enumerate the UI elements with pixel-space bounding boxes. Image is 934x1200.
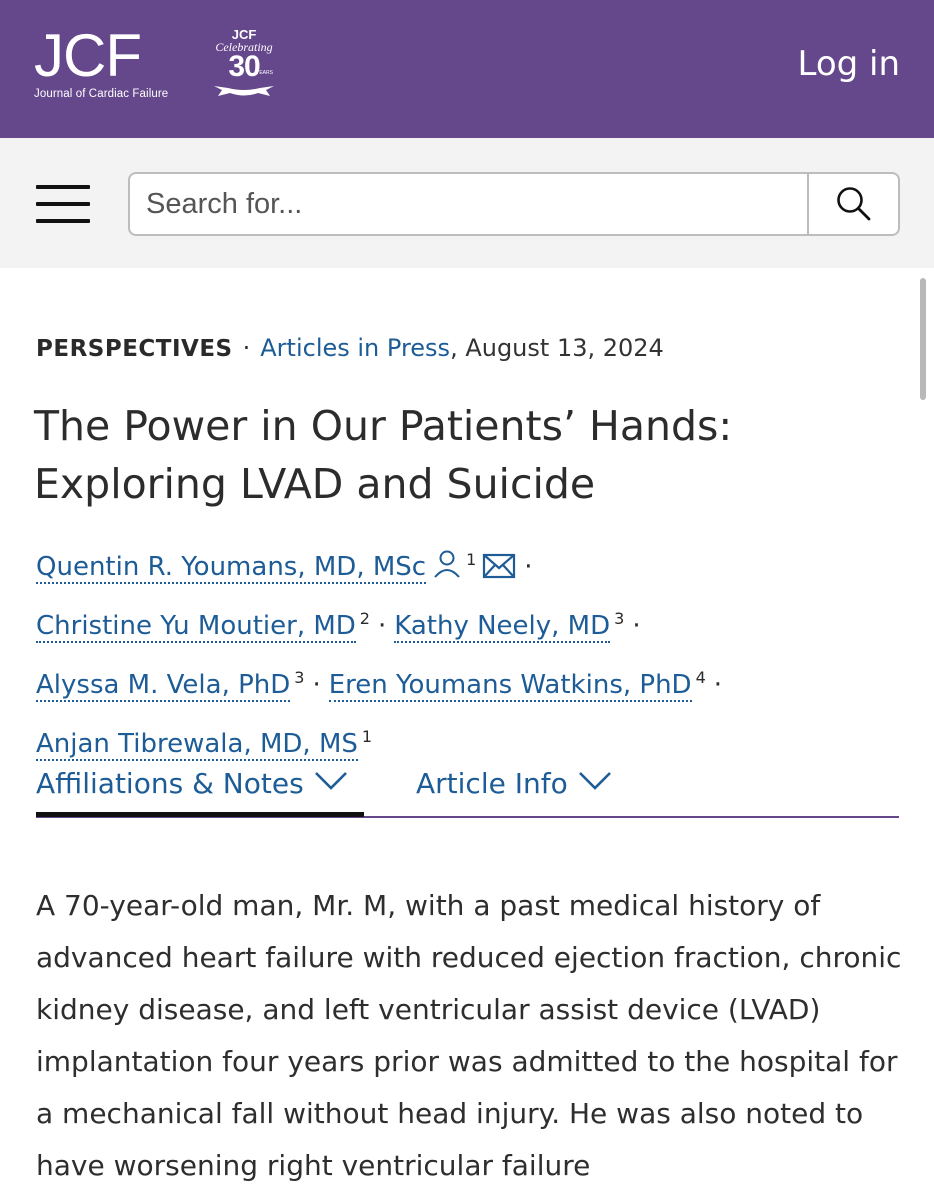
author-separator: · xyxy=(377,611,387,641)
article-title: The Power in Our Patients’ Hands: Exploring LVAD and Suicide xyxy=(34,402,733,508)
author-separator: · xyxy=(524,552,533,582)
article-meta xyxy=(36,331,664,366)
author-link[interactable]: Kathy Neely, MD xyxy=(394,611,611,641)
tab-label: Article Info xyxy=(416,767,568,800)
author-item xyxy=(36,670,304,700)
affiliation-sup: 3 xyxy=(294,668,305,687)
login-link[interactable]: Log in xyxy=(797,44,900,84)
affiliation-sup: 2 xyxy=(359,609,370,628)
search-bar-row xyxy=(0,138,934,268)
envelope-icon[interactable] xyxy=(482,553,516,579)
journal-logo[interactable] xyxy=(34,22,169,100)
article-body-paragraph: A 70-year-old man, Mr. M, with a past medical history of advanced heart failure with reduced ejection fraction, chronic kidney disease, and left ventricular assist device (LVAD) implantation four years prior was admitted to the hospital for a mechanical fall without head injury. He was also noted to have worsening right ventricular failure xyxy=(36,889,902,1182)
hamburger-menu-icon[interactable] xyxy=(36,185,90,223)
articles-in-press-link[interactable]: Articles in Press xyxy=(260,334,451,362)
meta-separator: · xyxy=(242,334,251,362)
article-date: , August 13, 2024 xyxy=(450,334,664,362)
author-item xyxy=(36,552,516,582)
magnifier-icon xyxy=(835,185,873,223)
top-header-bar xyxy=(0,0,934,138)
chevron-down-icon xyxy=(314,771,348,791)
search-box xyxy=(128,172,900,236)
chevron-down-icon xyxy=(578,771,612,791)
article-tabs xyxy=(36,760,899,818)
author-item xyxy=(394,611,624,641)
anniversary-years: YEARS xyxy=(256,70,273,76)
author-link[interactable]: Anjan Tibrewala, MD, MS xyxy=(36,729,358,759)
tab-affiliations-notes[interactable] xyxy=(36,764,348,804)
tab-label: Affiliations & Notes xyxy=(36,767,304,800)
ribbon-icon xyxy=(212,82,276,100)
person-icon[interactable] xyxy=(432,549,462,579)
anniversary-badge xyxy=(212,28,276,100)
author-item xyxy=(36,729,372,759)
scrollbar[interactable] xyxy=(920,278,926,400)
logo-text: JCF xyxy=(34,22,141,89)
article-category: PERSPECTIVES xyxy=(36,336,233,362)
anniversary-number: 30 xyxy=(228,50,260,83)
affiliation-sup: 1 xyxy=(361,727,373,746)
author-separator: · xyxy=(312,670,321,700)
author-separator: · xyxy=(632,611,641,641)
tab-article-info[interactable] xyxy=(416,764,612,804)
anniversary-line2: Celebrating xyxy=(215,40,273,54)
author-link[interactable]: Eren Youmans Watkins, PhD xyxy=(328,670,692,700)
author-link[interactable]: Christine Yu Moutier, MD xyxy=(36,611,356,641)
author-item xyxy=(36,611,370,641)
logo-subtitle: Journal of Cardiac Failure xyxy=(34,88,169,100)
author-link[interactable]: Quentin R. Youmans, MD, MSc xyxy=(36,552,427,582)
author-separator: · xyxy=(713,670,723,700)
anniversary-line1: JCF xyxy=(231,27,257,42)
author-list xyxy=(36,534,906,770)
author-item xyxy=(329,670,706,700)
affiliation-sup: 4 xyxy=(695,668,706,687)
affiliation-sup: 1 xyxy=(466,550,477,569)
search-input[interactable] xyxy=(130,174,806,234)
active-tab-indicator xyxy=(36,812,364,817)
affiliation-sup: 3 xyxy=(614,609,625,628)
author-link[interactable]: Alyssa M. Vela, PhD xyxy=(36,670,291,700)
search-button[interactable] xyxy=(807,174,898,234)
